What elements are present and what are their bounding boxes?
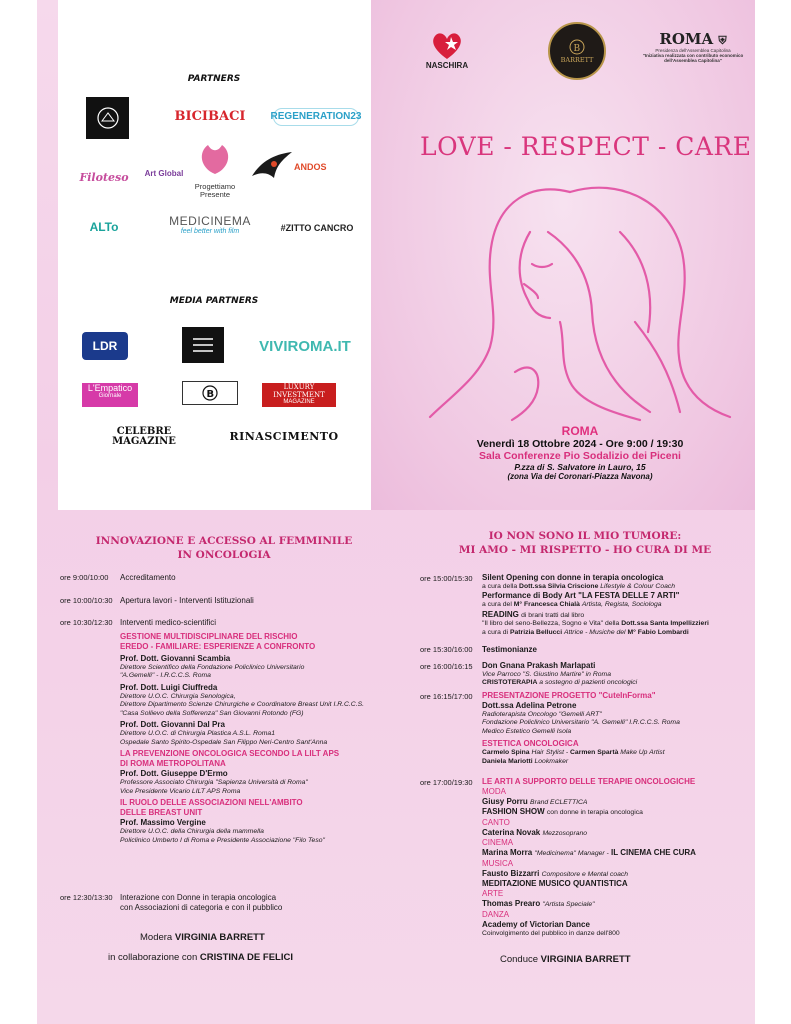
event-zone: (zona Via dei Coronari-Piazza Navona) bbox=[507, 472, 653, 481]
right-program-title: IO NON SONO IL MIO TUMORE: MI AMO - MI RISPETTO - HO CURA DI ME bbox=[458, 530, 712, 556]
roma-sub2: "Iniziativa realizzata con contributo economico dell'Assemblea Capitolina" bbox=[642, 53, 744, 63]
event-date: Venerdì 18 Ottobre 2024 - Ore 9:00 / 19:30 bbox=[476, 438, 684, 450]
roma-sub: Presidenza dell'Assemblea Capitolina bbox=[655, 48, 731, 53]
media-logo-celebre: CELEBRE MAGAZINE bbox=[112, 425, 176, 447]
media-logo-viviroma: VIVIROMA.IT bbox=[259, 338, 351, 356]
barrett-label: BARRETT bbox=[560, 56, 594, 64]
media-logo-luxury bbox=[262, 383, 336, 407]
partner-logo-progettiamo bbox=[190, 140, 240, 202]
left-row-3: Interventi medico-scientifici bbox=[120, 618, 217, 627]
media-logo-b bbox=[182, 381, 238, 405]
left-time-4: ore 12:30/13:30 bbox=[60, 893, 113, 902]
partner-logo-bicibaci: BICIBACI bbox=[174, 109, 246, 125]
host: Conduce VIRGINIA BARRETT bbox=[500, 954, 631, 965]
event-address: P.zza di S. Salvatore in Lauro, 15 bbox=[514, 462, 646, 472]
left-row-1: Accreditamento bbox=[120, 573, 176, 582]
left-block-1: GESTIONE MULTIDISCIPLINARE DEL RISCHIO EREDO - FAMILIARE: ESPERIENZE A CONFRONTO Prof. Dott. Giovanni Scambia Direttore Scientifico della Fondazione Policlinico Universitario "A.Gemelli" - I.R.C.C.S. Roma Prof. Dott. Luigi Ciuffreda Direttore U.O.C. Chirurgia Senologica, Direttore Dipartimento Scienze Chirurgiche e Coordinatore Breast Unit I.R.C.C.S. "Casa Sollievo della Sofferenza" San Giovanni Rotondo (FG) Prof. Dott. Giovanni Dal Pra Direttore U.O.C. di Chirurgia Plastica A.S.L. Roma1 Ospedale Santo Spirito-Ospedale San Filippo Neri-Centro Sant'Anna LA PREVENZIONE ONCOLOGICA SECONDO LA LILT APS DI ROMA METROPOLITANA Prof. Dott. Giuseppe D'Ermo Professore Associato Chirurgia "Sapienza Università di Roma" Vice Presidente Vicario LILT APS Roma IL RUOLO DELLE ASSOCIAZIONI NELL'AMBITO DELLE BREAST UNIT Prof. Massimo Vergine Direttore U.O.C. della Chirurgia della mammella Policlinico Umberto I di Roma e Presidente Associazione "Filo Teso" bbox=[120, 632, 365, 844]
stripes-icon bbox=[191, 335, 215, 355]
medicinema-tagline: feel better with film bbox=[180, 228, 240, 235]
right-time-4: ore 16:15/17:00 bbox=[420, 692, 473, 701]
left-time-2: ore 10:00/10:30 bbox=[60, 596, 113, 605]
svg-text:B: B bbox=[206, 389, 215, 400]
roma-label: ROMA ⛨ bbox=[659, 30, 727, 48]
roma-logo bbox=[640, 30, 746, 74]
hands-icon bbox=[190, 140, 240, 178]
right-time-3: ore 16:00/16:15 bbox=[420, 662, 473, 671]
collaboration: in collaborazione con CRISTINA DE FELICI bbox=[108, 952, 293, 963]
right-block-3: Don Gnana Prakash Marlapati Vice Parroco "S. Giustino Martire" in Roma CRISTOTERAPIA a sostegno di pazienti oncologici bbox=[482, 661, 638, 687]
right-row-2: Testimonianze bbox=[482, 645, 537, 654]
media-logo-empatico bbox=[82, 383, 138, 407]
right-block-4: PRESENTAZIONE PROGETTO "CuteInForma" Dott.ssa Adelina Petrone Radioterapista Oncologo "Gemelli ART" Fondazione Policlinico Universitario "A. Gemelli" I.R.C.C.S. Roma Medico Estetico Gemelli Isola ESTETICA ONCOLOGICA Carmelo Spina Hair Stylist - Carmen Spartà Make Up Artist Daniela Mariotti Lookmaker bbox=[482, 691, 680, 765]
partner-logo-alto: ALTo bbox=[89, 219, 119, 234]
emblem-icon bbox=[95, 105, 121, 131]
left-time-1: ore 9:00/10:00 bbox=[60, 573, 109, 582]
left-program-title: INNOVAZIONE E ACCESSO AL FEMMINILE IN ONCOLOGIA bbox=[95, 535, 353, 561]
partner-logo-zitto-cancro: #ZITTO CANCRO bbox=[280, 223, 354, 234]
right-block-5: LE ARTI A SUPPORTO DELLE TERAPIE ONCOLOGICHE MODA Giusy Porru Brand ECLETTICA FASHION SHOW con donne in terapia oncologica CANTO Caterina Novak Mezzosoprano CINEMA Marina Morra "Medicinema" Manager - IL CINEMA CHE CURA MUSICA Fausto Bizzarri Compositore e Mental coach MEDITAZIONE MUSICO QUANTISTICA ARTE Thomas Prearo "Artista Speciale" DANZA Academy of Victorian Dance Coinvolgimento del pubblico in danze dell'800 bbox=[482, 777, 696, 937]
left-time-3: ore 10:30/12:30 bbox=[60, 618, 113, 627]
andos-label: ANDOS bbox=[294, 162, 327, 172]
partner-logo-medicinema bbox=[164, 214, 256, 244]
moderator: Modera VIRGINIA BARRETT bbox=[140, 932, 265, 943]
naschira-label: NASCHIRA bbox=[425, 60, 469, 70]
partners-heading: PARTNERS bbox=[187, 74, 241, 84]
left-row-2: Apertura lavori - Interventi Istituzionali bbox=[120, 596, 254, 605]
crest-icon bbox=[568, 38, 586, 56]
barrett-logo bbox=[548, 22, 606, 80]
luxury-sub: MAGAZINE bbox=[283, 399, 315, 405]
svg-text:B: B bbox=[573, 44, 581, 54]
progettiamo-label: Progettiamo Presente bbox=[194, 182, 236, 199]
media-partners-heading: MEDIA PARTNERS bbox=[169, 296, 259, 306]
right-time-2: ore 15:30/16:00 bbox=[420, 645, 473, 654]
heart-icon bbox=[429, 31, 465, 61]
empatico-sub: Giornale bbox=[98, 393, 122, 399]
empatico-label: L'Empatico bbox=[87, 383, 133, 393]
right-time-5: ore 17:00/19:30 bbox=[420, 778, 473, 787]
luxury-label: LUXURY INVESTMENT bbox=[273, 383, 325, 399]
media-logo-dark bbox=[182, 327, 224, 363]
media-logo-rinascimento: RINASCIMENTO bbox=[229, 430, 339, 444]
media-logo-ldr: LDR bbox=[82, 332, 128, 360]
event-title: LOVE - RESPECT - CARE bbox=[420, 132, 752, 161]
partner-logo-dark bbox=[86, 97, 129, 139]
partner-logo-art-global: Art Global bbox=[144, 168, 184, 178]
event-venue: Sala Conferenze Pio Sodalizio dei Piceni bbox=[479, 450, 681, 462]
naschira-logo bbox=[416, 26, 478, 74]
woman-illustration bbox=[420, 172, 740, 422]
medicinema-label: MEDICINEMA bbox=[169, 214, 251, 228]
partner-logo-filoteso: Filoteso bbox=[79, 171, 129, 185]
right-block-1: Silent Opening con donne in terapia oncologica a cura della Dott.ssa Silvia Criscione Lifestyle & Colour Coach Performance di Body Art "LA FESTA DELLE 7 ARTI" a cura del M° Francesca Chialà Artista, Regista, Sociologa READING di brani tratti dal libro "Il libro del seno-Bellezza, Sogno e Vita" della Dott.ssa Santa Impellizzieri a cura di Patrizia Bellucci Attrice - Musiche del M° Fabio Lombardi bbox=[482, 573, 709, 636]
right-time-1: ore 15:00/15:30 bbox=[420, 574, 473, 583]
event-city: ROMA bbox=[561, 424, 599, 438]
shield-icon: ⛨ bbox=[718, 34, 727, 47]
partner-logo-regeneration: REGENERATION23 bbox=[273, 108, 359, 126]
partner-logo-andos bbox=[250, 150, 350, 190]
left-row-4: Interazione con Donne in terapia oncologica con Associazioni di categoria e con il pubblico bbox=[120, 893, 283, 912]
bird-icon bbox=[250, 150, 294, 186]
event-details bbox=[440, 424, 720, 481]
b-badge-icon bbox=[202, 385, 218, 401]
